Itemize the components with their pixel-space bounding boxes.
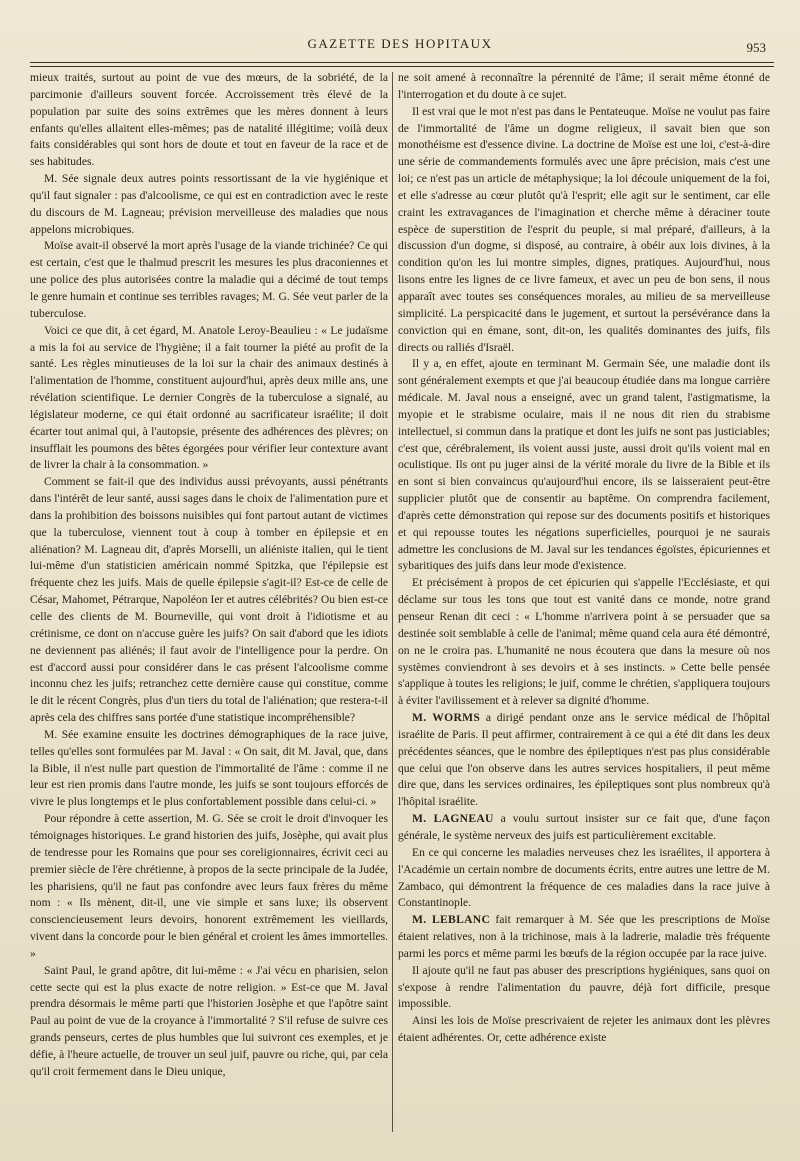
- paragraph: [398, 963, 770, 1014]
- paragraph: [30, 474, 388, 727]
- right-column: [398, 70, 770, 1150]
- paragraph-text: Et précisément à propos de cet épicurien qui s'appelle l'Ecclésiaste, et qui déclame sur tous les tons que tout est vanité dans ce monde, notre grand penseur Renan dit ceci : « L'homme n'arrivera point à se persuader que sa destinée soit semblable à celle de l'animal; même quand cela aura été démontré, on ne le croira pas. L'humanité ne nous écoutera que dans la mesure où nos systèmes conviendront à ses devoirs et à ses instincts. » Cette belle pensée s'applique à toutes les religions; le juif, comme le chrétien, s'appliquera toujours à éviter l'avilissement et à relever sa dignité d'homme.: [398, 576, 770, 708]
- paragraph-text: M. Sée examine ensuite les doctrines démographiques de la race juive, telles qu'elles sont formulées par M. Javal : « On sait, dit M. Javal, que, dans la Bible, il n'est nulle part question de l'immortalité de l'âme : comme il ne leur est rien promis dans l'autre monde, les juifs se sont toujours efforcés de vivre le plus longtemps et le plus confortablement possible dans celui-ci. »: [30, 727, 388, 809]
- paragraph: [30, 238, 388, 322]
- paragraph-text: Il ajoute qu'il ne faut pas abuser des prescriptions hygiéniques, sans quoi on s'expose à rendre l'alimentation du pauvre, déjà fort difficile, presque impossible.: [398, 963, 770, 1011]
- paragraph: [398, 811, 770, 845]
- paragraph-text: Comment se fait-il que des individus aussi prévoyants, aussi pénétrants dans l'intérêt de leur santé, aussi sages dans le choix de l'alimentation pure et dans la prohibition des boissons nuisibles qui font partout autant de victimes que la tuberculose, viennent tout à coup à tomber en épilepsie et en aliénation? M. Lagneau dit, d'après Morselli, un aliéniste italien, qui le tient lui-même d'un statisticien américain nommé Spitzka, que l'épilepsie est fréquente chez les juifs. Mais de quelle épilepsie s'agit-il? Est-ce de celle de César, Mahomet, Pétrarque, Napoléon Ier et autres célébrités? Ou bien est-ce celle des clients de M. Bourneville, qui vont droit à l'idiotisme et au crétinisme, ce dont on n'accuse guère les juifs? On sait d'abord que les idiots ne deviennent pas aliénés; il faut avoir de l'intelligence pour la perdre. On est d'accord aussi pour considérer dans le cas présent l'alcoolisme comme inconnu chez les juifs; retranchez cette dernière cause qui constitue, comme le dit le récent Congrès, plus d'un tiers du total de l'aliénation; que restera-t-il après cela des chiffres sans portée d'une statistique incompréhensible?: [30, 475, 388, 725]
- paragraph-text: Il est vrai que le mot n'est pas dans le Pentateuque. Moïse ne voulut pas faire de l'immortalité de l'âme un dogme religieux, il savait bien que son monothéisme est d'essence divine. La doctrine de Moïse est une loi, c'est-à-dire une série de commandements formulés avec une âpre précision, mais c'est une loi; ce n'est pas un article de métaphysique; la loi découle uniquement de la foi, et elle s'adresse au cœur plutôt qu'à l'esprit; elle agit sur le sentiment, car elle craint les extravagances de l'imagination et cherche même à déraciner toute espèce de superstition de l'esprit du peuple, si mal préparé, d'ailleurs, à la discussion d'un dogme, si disposé, au contraire, à obéir aux lois divines, à la condition qu'on les lui montre simples, dignes, pratiques. Aujourd'hui, nous lisons entre les lignes de ce livre fameux, et avec un peu de bon sens, il nous apparaît avec toutes ses conséquences morales, au milieu de sa merveilleuse simplicité. La perspicacité dans le jugement, et surtout la persévérance dans la conviction qui en émane, sont, dit-on, les qualités dominantes des juifs, fils directs ou ralliés d'Israël.: [398, 104, 770, 354]
- paragraph-text: Moïse avait-il observé la mort après l'usage de la viande trichinée? Ce qui est certain, c'est que le thalmud prescrit les mesures les plus draconiennes et une police des plus autorisées contre la maladie qui a décimé de tout temps le genre humain et continue ses terribles ravages; M. G. Sée veut parler de la tuberculose.: [30, 239, 388, 320]
- paragraph: [30, 963, 388, 1081]
- paragraph: [30, 811, 388, 963]
- paragraph-text: fait remarquer à M. Sée que les prescriptions de Moïse étaient relatives, non à la trichinose, mais à la ladrerie, maladie très fréquente parmi les porcs et même parmi les bœufs de la région occupée par la race juive.: [398, 913, 770, 960]
- header-rule-thin: [30, 66, 774, 67]
- running-title: GAZETTE DES HOPITAUX: [307, 36, 493, 51]
- column-divider: [392, 72, 393, 1132]
- paragraph-text: En ce qui concerne les maladies nerveuses chez les israélites, il apportera à l'Académie un certain nombre de documents écrits, entre autres une lettre de M. Zambaco, qui démontrent la fréquence de ces maladies dans la race juive à Constantinople.: [398, 845, 770, 910]
- paragraph: [398, 1013, 770, 1047]
- paragraph: [30, 171, 388, 238]
- page-header: [30, 36, 770, 58]
- paragraph-text: Ainsi les lois de Moïse prescrivaient de rejeter les animaux dont les plèvres étaient adhérentes. Or, cette adhérence existe: [398, 1014, 770, 1045]
- paragraph: [398, 104, 770, 357]
- left-column: [30, 70, 388, 1150]
- paragraph-text: Voici ce que dit, à cet égard, M. Anatole Leroy-Beaulieu : « Le judaïsme a mis la foi au service de l'hygiène; il a fait tourner la piété au profit de la santé. Les règles minutieuses de la loi sur la chair des animaux destinés à l'alimentation de l'homme, constituent aujourd'hui, après deux mille ans, une révélation scientifique. Le dernier Congrès de la tuberculose a signalé, au législateur moderne, ce qui était ordonné au sacrificateur israélite; il doit écarter tout animal qui, à l'autopsie, présente des adhérences des plèvres; on insufflait les poumons des bêtes égorgées pour vérifier leur contexture avant de livrer la chair à la consommation. »: [30, 323, 388, 472]
- paragraph: [398, 710, 770, 811]
- paragraph-text: ne soit amené à reconnaître la pérennité de l'âme; il serait même étonné de l'interrogation et du doute à ce sujet.: [398, 71, 770, 101]
- paragraph-text: Pour répondre à cette assertion, M. G. Sée se croit le droit d'invoquer les témoignages historiques. Le grand historien des juifs, Josèphe, qui avait plus de tendresse pour les Romains que pour ses coreligionnaires, écrivit ceci au premier siècle de l'ère chrétienne, à propos de la secte principale de la Judée, les pharisiens, qu'il ne faut pas confondre avec leurs faux frères du même nom : « Ils mènent, dit-il, une vie simple et sans luxe; ils observent consciencieusement leurs devoirs, honorent extrêmement les vieillards, vivent dans la concorde pour le bien général et croient les âmes immortelles. »: [30, 812, 388, 960]
- paragraph: [398, 356, 770, 575]
- paragraph: [398, 845, 770, 912]
- paragraph: [398, 70, 770, 104]
- paragraph-text: Saint Paul, le grand apôtre, dit lui-même : « J'ai vécu en pharisien, selon cette secte qui est la plus exacte de notre religion. » Est-ce que M. Javal prendra désormais le même parti que l'historien Josèphe et que l'apôtre saint Paul au point de vue de la croyance à l'immortalité ? S'il refuse de suivre ces grands penseurs, certes de plus humbles que lui suivront ces exemples, et je défie, à l'heure actuelle, de trouver un seul juif, pauvre ou riche, qui, par cela qu'il croit fermement dans le Dieu unique,: [30, 963, 388, 1078]
- paragraph: [398, 912, 770, 963]
- header-rule-thick: [30, 62, 774, 63]
- paragraph: [398, 575, 770, 710]
- speaker-name: M. WORMS: [412, 711, 481, 725]
- paragraph-text: a dirigé pendant onze ans le service médical de l'hôpital israélite de Paris. Il peut affirmer, contrairement à ce qui a été dit dans les deux précédentes séances, que le nombre des épileptiques n'est pas plus considérable que celui que l'on observe dans les autres services hospitaliers, il peut même dire que, dans les services ordinaires, les épileptiques sont plus nombreux qu'à l'hôpital israélite.: [398, 711, 770, 809]
- paragraph: [30, 70, 388, 171]
- paragraph-text: a voulu surtout insister sur ce fait que, d'une façon générale, le système nerveux des juifs est particulièrement excitable.: [398, 812, 770, 842]
- speaker-name: M. LAGNEAU: [412, 812, 494, 826]
- paragraph-text: M. Sée signale deux autres points ressortissant de la vie hygiénique et qu'il faut signaler : pas d'alcoolisme, ce qui est en contradiction avec le reste du discours de M. Lagneau; prévision merveilleuse des maladies que nous appelons microbiques.: [30, 172, 388, 236]
- paragraph: [30, 323, 388, 475]
- speaker-name: M. LEBLANC: [412, 913, 491, 927]
- page-number: 953: [746, 40, 766, 55]
- paragraph-text: mieux traités, surtout au point de vue des mœurs, de la sobriété, de la parcimonie d'ailleurs souvent forcée. Accroissement très élevé de la population par suite des soins extrêmes que les mères donnent à leurs enfants qu'elles allaitent elles-mêmes; pas de natalité illégitime; voilà deux faits considérables qui sont hors de doute et tout en faveur de la race et de ses habitudes.: [30, 71, 388, 169]
- paragraph-text: Il y a, en effet, ajoute en terminant M. Germain Sée, une maladie dont ils sont généralement exempts et que j'ai beaucoup étudiée dans ma longue carrière médicale. M. Javal nous a enseigné, avec un grand talent, l'astigmatisme, la myopie et le strabisme oculaire, mais il ne nous dit rien du strabisme intellectuel, si commun dans la pratique et dont les juifs ne sont pas justiciables; c'est que, cérébralement, ils voient aussi juste, aussi droit qu'ils voient mal en oculistique. Ils ont pu juger ainsi de la vérité morale du livre de la Bible et ils en sont si bien convaincus qu'aujourd'hui encore, ils se laisseraient peut-être supplicier plutôt que de consentir au baptême. On comprendra facilement, d'après cette démonstration qui repose sur des documents positifs et historiques et qui repousse toutes les négations superficielles, pourquoi je ne saurais admettre les conclusions de M. Javal sur les tendances égoïstes, épicuriennes et sybaritiques des juifs dans leur mode d'existence.: [398, 357, 770, 573]
- paragraph: [30, 727, 388, 811]
